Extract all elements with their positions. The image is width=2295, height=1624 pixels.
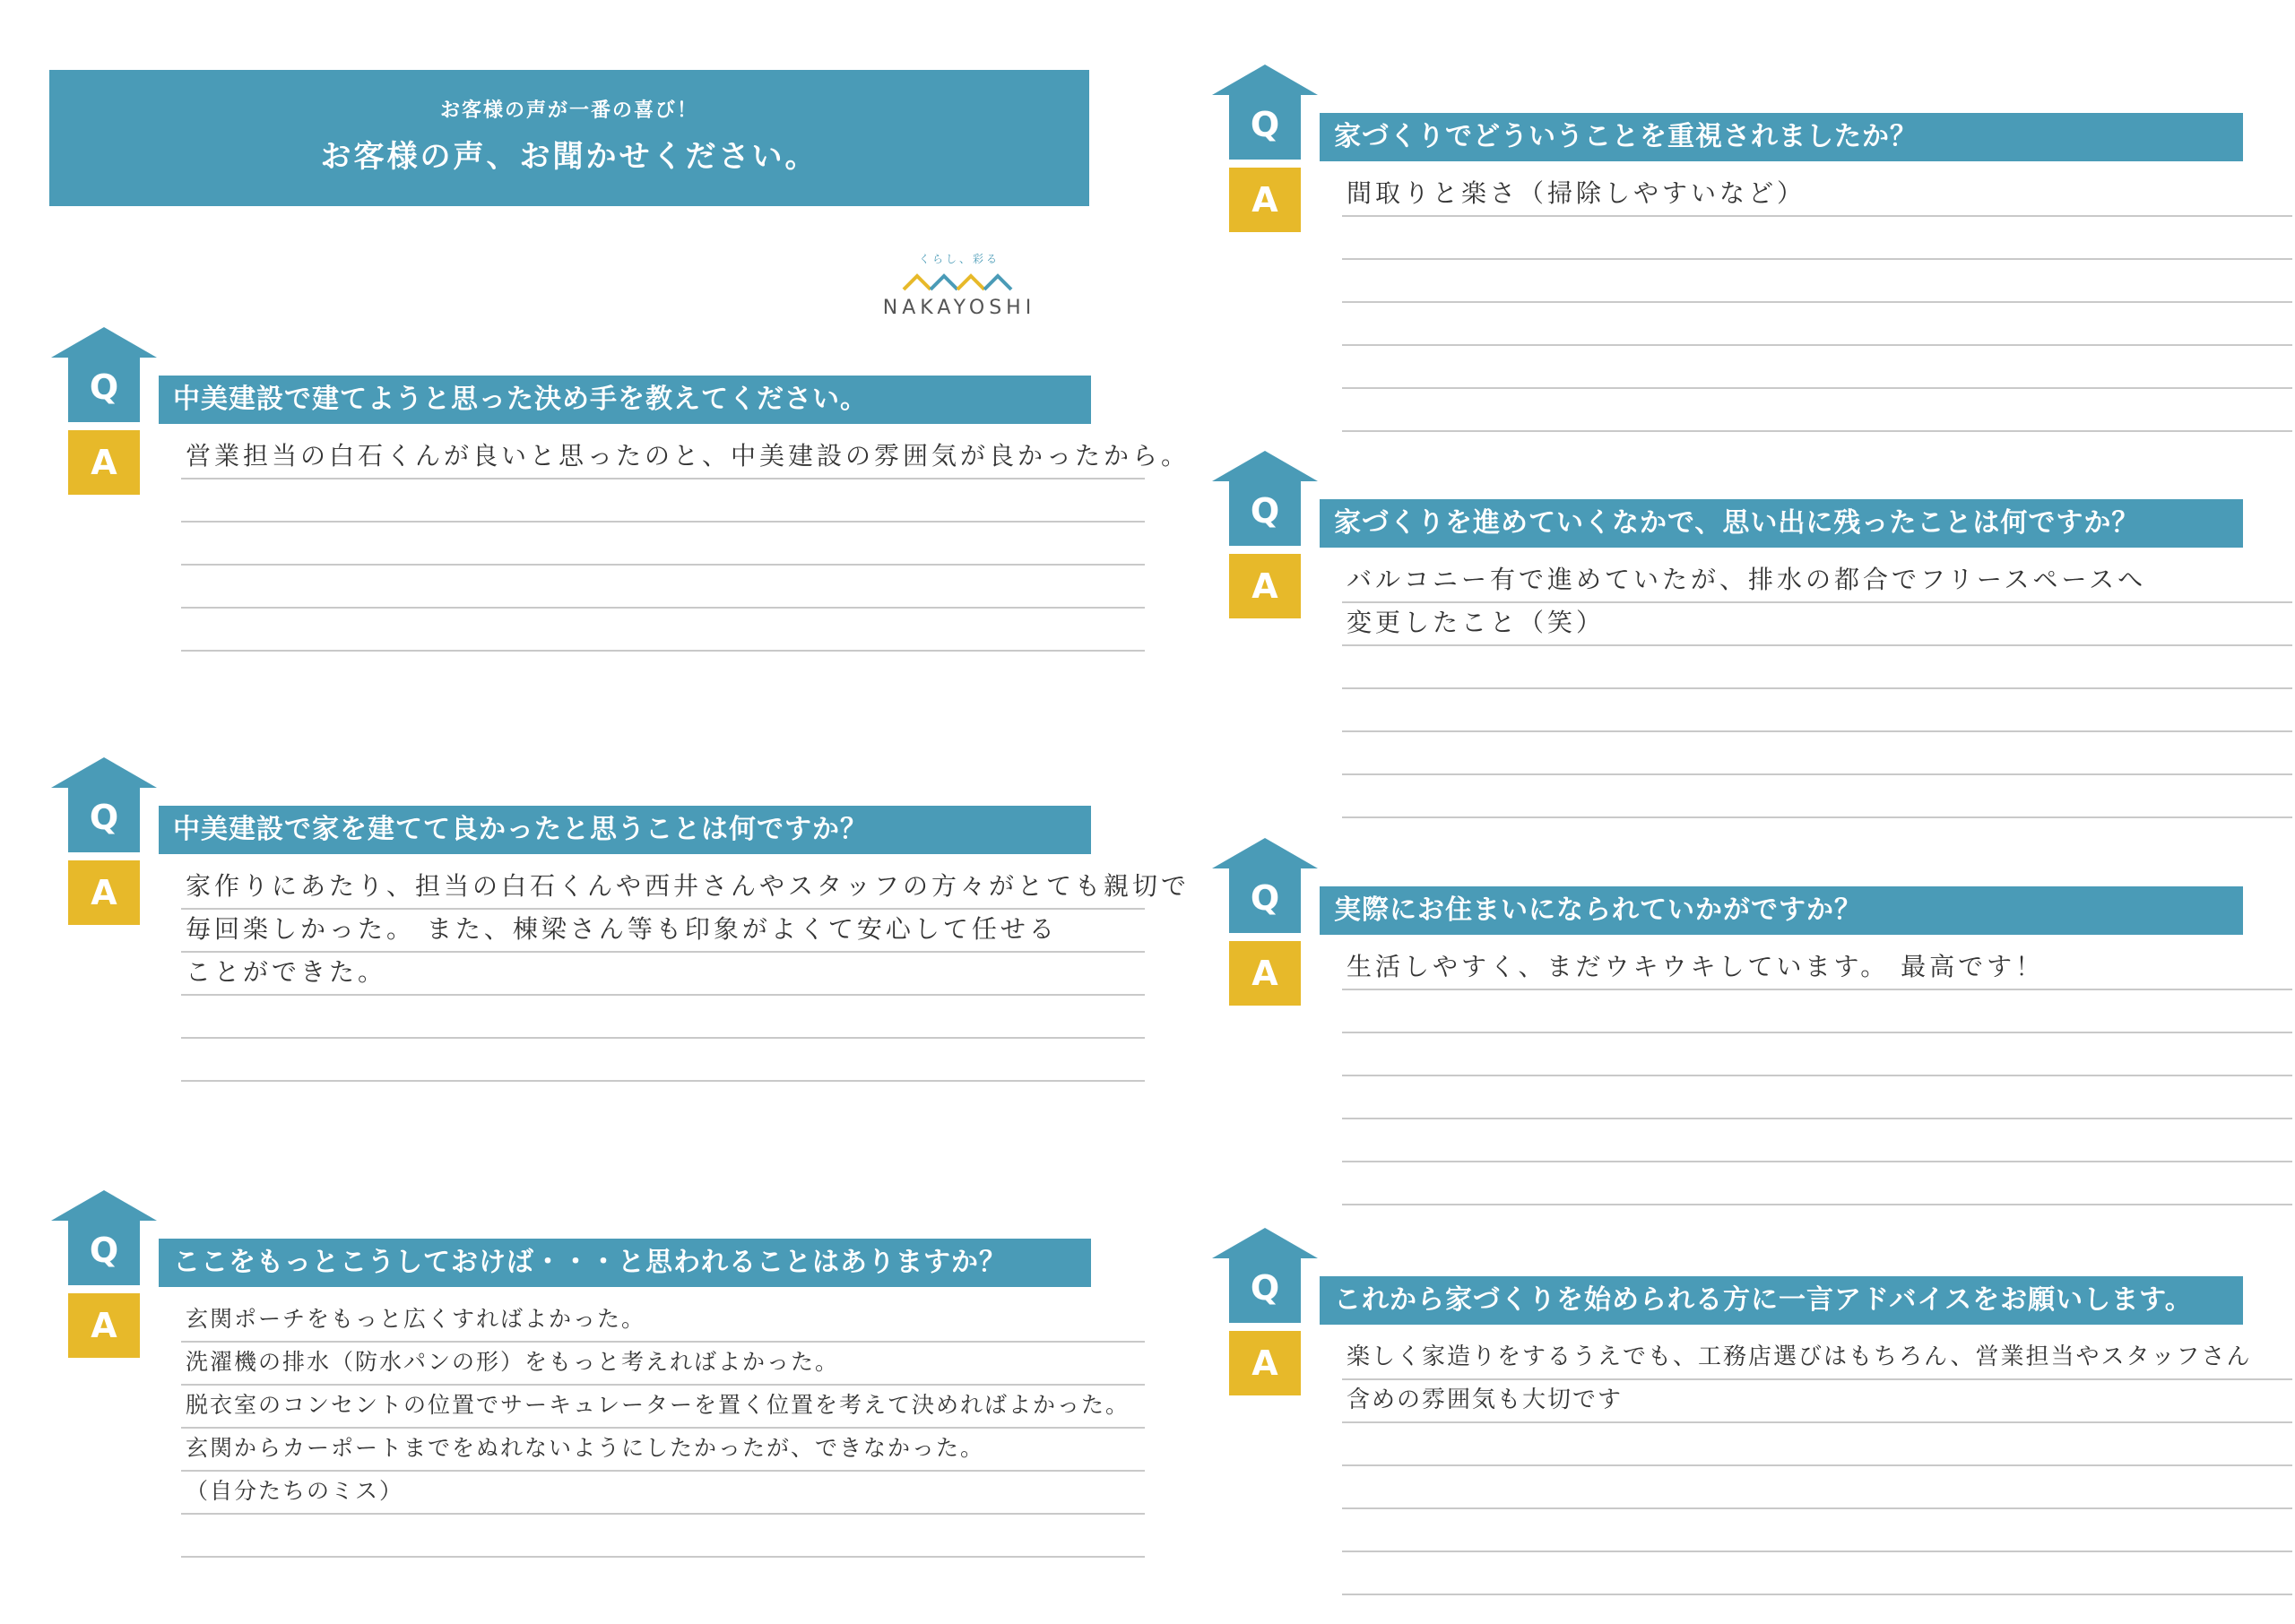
q-house-icon: Q [51,757,157,856]
a-badge: A [68,430,140,495]
answer-1: 営業担当の白石くんが良いと思ったのと、中美建設の雰囲気が良かったから。 [186,441,1191,471]
header-title: お客様の声、お聞かせください。 [320,139,818,175]
q-house-icon: Q [51,327,157,426]
question-6: 実際にお住まいになられていかがですか？ [1320,886,2243,935]
question-7: これから家づくりを始められる方に一言アドバイスをお願いします。 [1320,1276,2243,1325]
q-house-icon: Q [51,1190,157,1289]
a-badge: A [68,1293,140,1358]
q-house-icon: Q [1212,451,1318,549]
question-4: 家づくりでどういうことを重視されましたか？ [1320,113,2243,161]
a-badge: A [1229,168,1301,232]
logo-name: NAKAYOSHI [882,297,1036,319]
a-badge: A [68,860,140,925]
header-subtitle: お客様の声が一番の喜び！ [439,99,698,122]
page-header [49,70,1089,206]
question-2: 中美建設で家を建てて良かったと思うことは何ですか？ [159,806,1091,854]
question-1: 中美建設で建てようと思った決め手を教えてください。 [159,376,1091,424]
answer-5: バルコニー有で進めていたが、排水の都合でフリースペースへ 変更したこと（笑） [1347,565,2147,637]
answer-6: 生活しやすく、まだウキウキしています。 最高です！ [1347,952,2045,981]
q-house-icon: Q [1212,838,1318,937]
logo-mark-icon [901,272,1018,293]
question-5: 家づくりを進めていくなかで、思い出に残ったことは何ですか？ [1320,499,2243,548]
answer-3: 玄関ポーチをもっと広くすればよかった。 洗濯機の排水（防水パンの形）をもっと考えればよかった。 脱衣室のコンセントの位置でサーキュレーターを置く位置を考えて決めればよかった。 玄関からカーポートまでをぬれないようにしたかったが、できなかった。 （自分たちのミス） [186,1306,1130,1504]
logo-tagline: くらし、彩る [918,253,1000,265]
a-badge: A [1229,941,1301,1006]
answer-2: 家作りにあたり、担当の白石くんや西井さんやスタッフの方々がとても親切で 毎回楽しかった。 また、棟梁さん等も印象がよくて安心して任せる ことができた。 [186,871,1191,987]
nakayoshi-logo [856,251,1062,332]
question-3: ここをもっとこうしておけば・・・と思われることはありますか？ [159,1239,1091,1287]
q-house-icon: Q [1212,65,1318,163]
a-badge: A [1229,1331,1301,1395]
answer-7: 楽しく家造りをするうえでも、工務店選びはもちろん、営業担当やスタッフさん 含めの雰囲気も大切です [1347,1343,2252,1413]
a-badge: A [1229,554,1301,618]
answer-4: 間取りと楽さ（掃除しやすいなど） [1347,178,1806,208]
q-house-icon: Q [1212,1228,1318,1326]
